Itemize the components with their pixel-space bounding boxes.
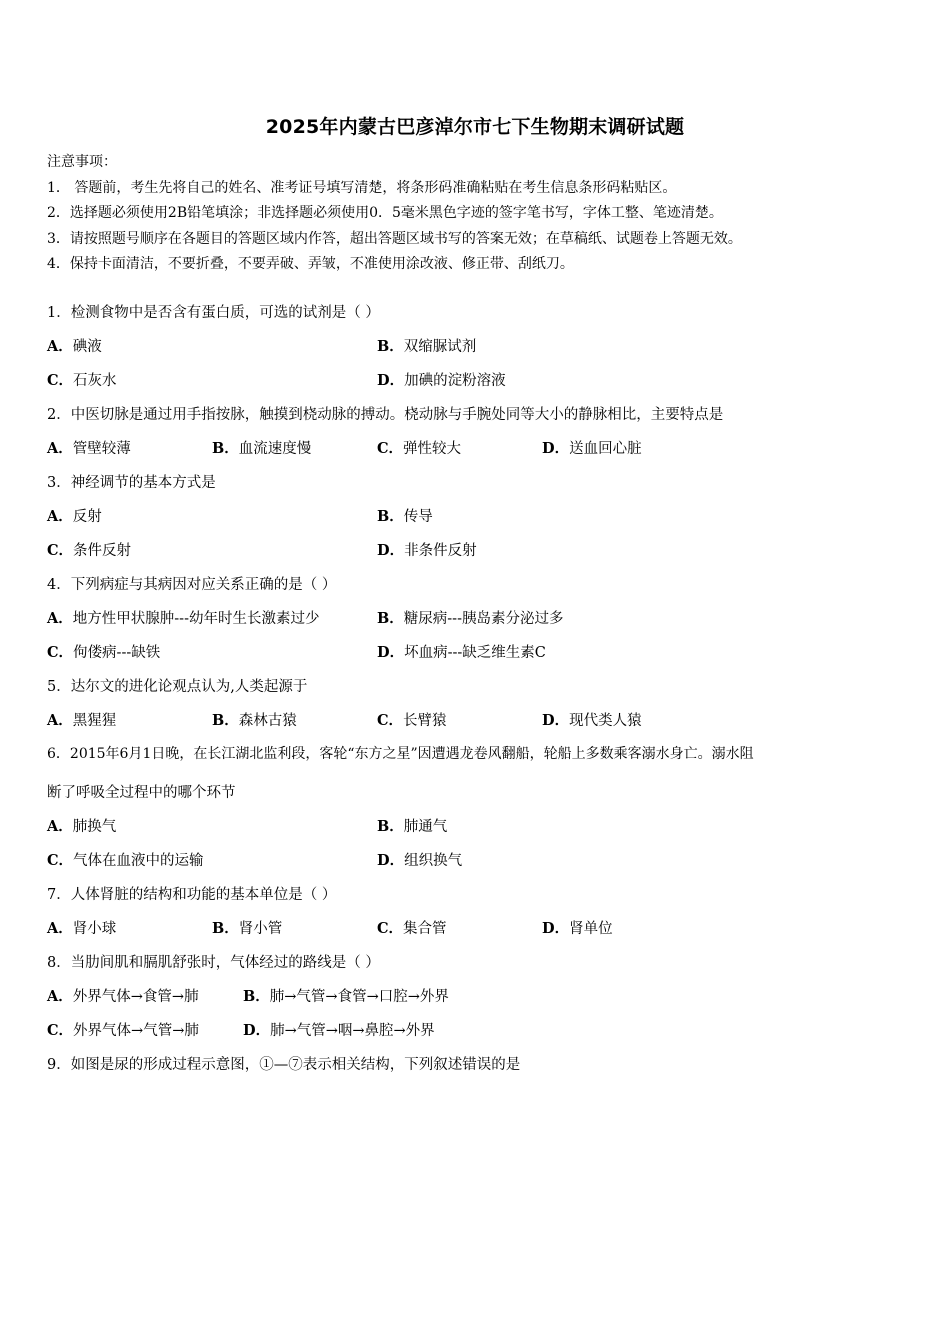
- option-c: C．气体在血液中的运输: [47, 852, 204, 869]
- question-8-options-row-2: [47, 1019, 917, 1041]
- question-8-stem: 8．当肋间肌和膈肌舒张时，气体经过的路线是（ ）: [47, 955, 380, 971]
- option-d: D．送血回心脏: [542, 440, 642, 457]
- option-c: C．佝偻病---缺铁: [47, 644, 161, 661]
- option-d: D．肾单位: [542, 920, 613, 937]
- notice-item: 1． 答题前，考生先将自己的姓名、准考证号填写清楚，将条形码准确粘贴在考生信息条形码粘贴区。: [47, 179, 677, 196]
- option-c: C．长臂猿: [377, 712, 447, 729]
- question-4-stem: 4．下列病症与其病因对应关系正确的是（ ）: [47, 577, 337, 593]
- question-3-options-row-2: [47, 539, 917, 561]
- notice-heading: 注意事项：: [47, 154, 117, 170]
- option-c: C．石灰水: [47, 372, 117, 389]
- option-c: C．条件反射: [47, 542, 132, 559]
- option-b: B．肾小管: [212, 920, 283, 937]
- question-1-options-row-1: [47, 335, 917, 357]
- question-6-stem: 6．2015年6月1日晚，在长江湖北监利段，客轮“东方之星”因遭遇龙卷风翻船，轮船上多数乘客溺水身亡。溺水阻: [47, 746, 754, 762]
- notice-item: 4．保持卡面清洁，不要折叠，不要弄破、弄皱，不准使用涂改液、修正带、刮纸刀。: [47, 256, 574, 272]
- question-2-options-row: [47, 437, 917, 459]
- option-d: D．组织换气: [377, 852, 463, 869]
- option-a: A．外界气体→食管→肺: [47, 988, 199, 1005]
- option-a: A．肾小球: [47, 920, 117, 937]
- question-5-options-row: [47, 709, 917, 731]
- question-4-options-row-2: [47, 641, 917, 663]
- option-b: B．传导: [377, 508, 433, 525]
- option-a: A．碘液: [47, 338, 102, 355]
- option-a: A．肺换气: [47, 818, 117, 835]
- question-9-stem: 9．如图是尿的形成过程示意图，①—⑦表示相关结构，下列叙述错误的是: [47, 1057, 521, 1073]
- question-7-stem: 7．人体肾脏的结构和功能的基本单位是（ ）: [47, 887, 337, 903]
- question-1-stem: 1．检测食物中是否含有蛋白质，可选的试剂是（ ）: [47, 305, 380, 321]
- option-b: B．糖尿病---胰岛素分泌过多: [377, 610, 564, 627]
- question-2-stem: 2．中医切脉是通过用手指按脉，触摸到桡动脉的搏动。桡动脉与手腕处同等大小的静脉相比，主要特点是: [47, 407, 724, 423]
- question-7-options-row: [47, 917, 917, 939]
- option-a: A．地方性甲状腺肿---幼年时生长激素过少: [47, 610, 320, 627]
- question-8-options-row-1: [47, 985, 917, 1007]
- option-d: D．肺→气管→咽→鼻腔→外界: [243, 1022, 435, 1039]
- question-5-stem: 5．达尔文的进化论观点认为,人类起源于: [47, 679, 308, 695]
- question-4-options-row-1: [47, 607, 917, 629]
- question-6-options-row-1: [47, 815, 917, 837]
- option-b: B．血流速度慢: [212, 440, 312, 457]
- page-title: 2025年内蒙古巴彦淖尔市七下生物期末调研试题: [265, 116, 685, 138]
- notice-item: 2．选择题必须使用2B铅笔填涂；非选择题必须使用0．5毫米黑色字迹的签字笔书写，字体工整、笔迹清楚。: [47, 205, 723, 221]
- option-a: A．管壁较薄: [47, 440, 131, 457]
- option-d: D．坏血病---缺乏维生素C: [377, 644, 546, 661]
- option-a: A．黑猩猩: [47, 712, 117, 729]
- option-c: C．弹性较大: [377, 440, 462, 457]
- option-c: C．集合管: [377, 920, 447, 937]
- option-c: C．外界气体→气管→肺: [47, 1022, 199, 1039]
- question-3-stem: 3．神经调节的基本方式是: [47, 475, 216, 491]
- question-6-stem-continued: 断了呼吸全过程中的哪个环节: [47, 785, 236, 801]
- option-b: B．肺→气管→食管→口腔→外界: [243, 988, 449, 1005]
- notice-item: 3．请按照题号顺序在各题目的答题区域内作答，超出答题区域书写的答案无效；在草稿纸、试题卷上答题无效。: [47, 230, 742, 247]
- question-1-options-row-2: [47, 369, 917, 391]
- option-d: D．现代类人猿: [542, 712, 642, 729]
- question-3-options-row-1: [47, 505, 917, 527]
- notice-section: [47, 150, 917, 278]
- option-b: B．森林古猿: [212, 712, 297, 729]
- option-d: D．加碘的淀粉溶液: [377, 372, 506, 389]
- option-a: A．反射: [47, 508, 102, 525]
- option-b: B．肺通气: [377, 818, 448, 835]
- option-b: B．双缩脲试剂: [377, 338, 477, 355]
- option-d: D．非条件反射: [377, 542, 477, 559]
- question-6-options-row-2: [47, 849, 917, 871]
